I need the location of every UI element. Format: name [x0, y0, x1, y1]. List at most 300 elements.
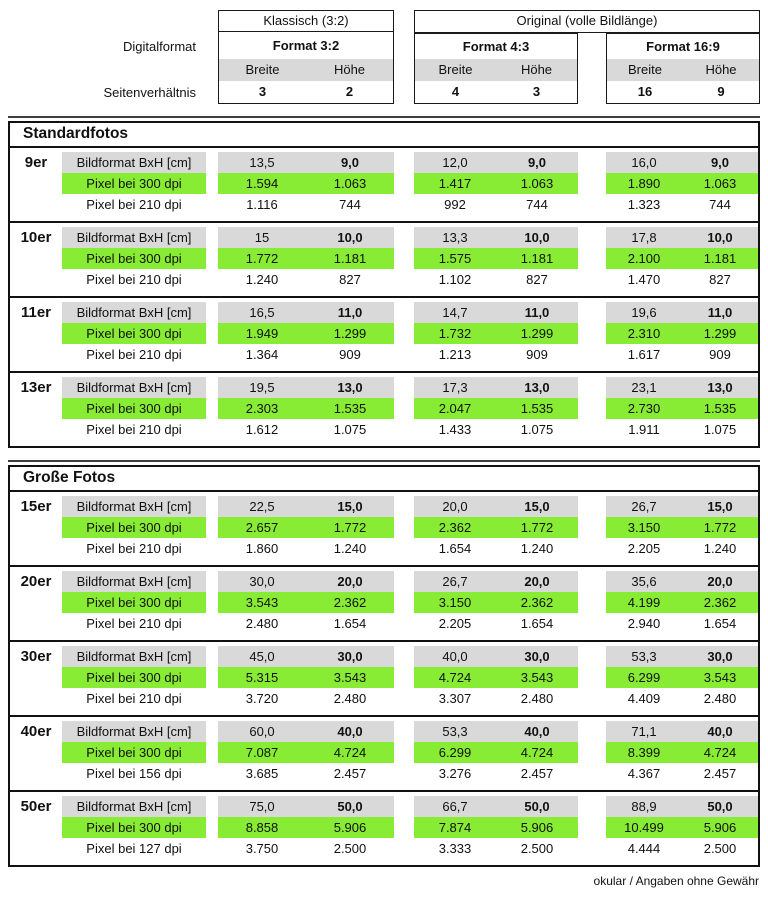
breite-value: 40,0: [442, 649, 468, 664]
row-label: Pixel bei 210 dpi: [86, 197, 182, 212]
hoehe-value: 15,0: [707, 499, 733, 514]
table-row: [62, 377, 758, 398]
size-group-rows: [62, 377, 758, 440]
breite-value: 14,7: [442, 305, 468, 320]
digitalformat-label: Digitalformat: [123, 38, 196, 54]
breite-value: 2.480: [245, 616, 279, 631]
hoehe-value: 50,0: [707, 799, 733, 814]
size-group: [10, 296, 758, 371]
values-format-16-9: [606, 763, 758, 784]
breite-value: 19,5: [249, 380, 275, 395]
breite-value: 3.543: [245, 595, 279, 610]
values-format-3-2: [218, 763, 394, 784]
hoehe-value: 30,0: [524, 649, 550, 664]
hoehe-value: 1.181: [703, 251, 737, 266]
original-title: Original (volle Bildlänge): [414, 10, 760, 33]
format-4-3-box: [414, 33, 578, 104]
hoehe-value: 9,0: [527, 155, 547, 170]
hoehe-value: 744: [339, 197, 361, 212]
hoehe-value: 9,0: [710, 155, 730, 170]
values-format-3-2: [218, 344, 394, 365]
size-label: 30er: [20, 648, 52, 665]
hoehe-value: 1.654: [520, 616, 554, 631]
hoehe-value: 13,0: [707, 380, 733, 395]
values-format-16-9: [606, 592, 758, 613]
spacer: [206, 721, 218, 742]
ratio-breite-value: 3: [258, 84, 267, 99]
table-row: [62, 538, 758, 559]
spacer: [206, 613, 218, 634]
breite-value: 30,0: [249, 574, 275, 589]
breite-value: 3.276: [438, 766, 472, 781]
breite-value: 3.150: [627, 520, 661, 535]
spacer: [206, 227, 218, 248]
values-format-16-9: [606, 742, 758, 763]
hoehe-value: 1.772: [703, 520, 737, 535]
breite-value: 1.860: [245, 541, 279, 556]
values-format-4-3: [414, 302, 578, 323]
values-format-3-2: [218, 302, 394, 323]
values-format-3-2: [218, 742, 394, 763]
values-format-3-2: [218, 817, 394, 838]
klassisch-format-box: [218, 10, 394, 104]
table-row: [62, 688, 758, 709]
hoehe-value: 3.543: [703, 670, 737, 685]
values-format-4-3: [414, 269, 578, 290]
spacer: [394, 796, 414, 817]
hoehe-value: 2.500: [333, 841, 367, 856]
values-format-4-3: [414, 742, 578, 763]
breite-value: 10.499: [624, 820, 664, 835]
spacer: [578, 817, 606, 838]
breite-value: 15: [254, 230, 270, 245]
spacer: [206, 538, 218, 559]
table-row: [62, 592, 758, 613]
breite-value: 3.685: [245, 766, 279, 781]
hoehe-value: 40,0: [337, 724, 363, 739]
hoehe-value: 30,0: [707, 649, 733, 664]
values-format-4-3: [414, 538, 578, 559]
row-label: Pixel bei 300 dpi: [62, 398, 206, 419]
values-format-16-9: [606, 838, 758, 859]
breite-value: 1.364: [245, 347, 279, 362]
row-label: Pixel bei 156 dpi: [86, 766, 182, 781]
row-label: Pixel bei 210 dpi: [86, 347, 182, 362]
row-label: Pixel bei 300 dpi: [62, 817, 206, 838]
spacer: [206, 688, 218, 709]
hoehe-label: Höhe: [705, 62, 737, 77]
hoehe-value: 909: [709, 347, 731, 362]
values-format-3-2: [218, 173, 394, 194]
values-format-16-9: [606, 173, 758, 194]
size-group-rows: [62, 571, 758, 634]
values-format-16-9: [606, 227, 758, 248]
hoehe-value: 9,0: [340, 155, 360, 170]
breite-value: 26,7: [631, 499, 657, 514]
size-label: 13er: [20, 379, 52, 396]
spacer: [394, 688, 414, 709]
hoehe-value: 1.299: [520, 326, 554, 341]
spacer: [578, 517, 606, 538]
breite-value: 5.315: [245, 670, 279, 685]
table-row: [62, 517, 758, 538]
values-format-3-2: [218, 398, 394, 419]
breite-value: 1.890: [627, 176, 661, 191]
hoehe-label: Höhe: [333, 62, 366, 77]
section-grosse-fotos: [8, 460, 760, 867]
spacer: [206, 419, 218, 440]
breite-value: 53,3: [631, 649, 657, 664]
format-16-9-title: Format 16:9: [646, 39, 720, 54]
hoehe-value: 4.724: [333, 745, 367, 760]
breite-value: 1.654: [438, 541, 472, 556]
spacer: [394, 496, 414, 517]
breite-value: 88,9: [631, 799, 657, 814]
values-format-4-3: [414, 377, 578, 398]
breite-value: 8.399: [627, 745, 661, 760]
breite-value: 3.150: [438, 595, 472, 610]
table-row: [62, 227, 758, 248]
size-label: 15er: [20, 498, 52, 515]
row-label: Pixel bei 300 dpi: [62, 667, 206, 688]
spacer: [394, 817, 414, 838]
breite-value: 1.470: [627, 272, 661, 287]
spacer: [206, 763, 218, 784]
hoehe-value: 1.535: [520, 401, 554, 416]
size-label: 20er: [20, 573, 52, 590]
breite-value: 1.575: [438, 251, 472, 266]
spacer: [578, 646, 606, 667]
spacer: [578, 323, 606, 344]
table-row: [62, 838, 758, 859]
section-standardfotos: [8, 116, 760, 448]
hoehe-value: 2.480: [333, 691, 367, 706]
breite-value: 1.772: [245, 251, 279, 266]
section-title: Standardfotos: [10, 123, 758, 148]
row-label: Bildformat BxH [cm]: [62, 152, 206, 173]
hoehe-value: 909: [526, 347, 548, 362]
breite-value: 2.047: [438, 401, 472, 416]
breite-value: 16,0: [631, 155, 657, 170]
hoehe-value: 10,0: [337, 230, 363, 245]
breite-value: 4.199: [627, 595, 661, 610]
row-label: Pixel bei 210 dpi: [86, 691, 182, 706]
row-label: Pixel bei 300 dpi: [62, 592, 206, 613]
row-label: Bildformat BxH [cm]: [62, 496, 206, 517]
spacer: [394, 398, 414, 419]
hoehe-value: 2.500: [520, 841, 554, 856]
breite-value: 3.307: [438, 691, 472, 706]
values-format-4-3: [414, 419, 578, 440]
row-label: Bildformat BxH [cm]: [62, 721, 206, 742]
table-row: [62, 646, 758, 667]
table-row: [62, 194, 758, 215]
spacer: [578, 377, 606, 398]
hoehe-value: 1.772: [520, 520, 554, 535]
size-group: [10, 221, 758, 296]
breite-value: 35,6: [631, 574, 657, 589]
size-group-rows: [62, 721, 758, 784]
size-group: [10, 565, 758, 640]
spacer: [578, 227, 606, 248]
values-format-3-2: [218, 194, 394, 215]
row-label: Pixel bei 300 dpi: [62, 248, 206, 269]
breite-value: 3.720: [245, 691, 279, 706]
values-format-16-9: [606, 323, 758, 344]
spacer: [394, 194, 414, 215]
spacer: [578, 302, 606, 323]
breite-value: 71,1: [631, 724, 657, 739]
hoehe-value: 1.181: [520, 251, 554, 266]
breite-label: Breite: [245, 62, 280, 77]
spacer: [206, 496, 218, 517]
values-format-4-3: [414, 323, 578, 344]
spacer: [206, 796, 218, 817]
hoehe-value: 3.543: [520, 670, 554, 685]
table-row: [62, 344, 758, 365]
ratio-breite-value: 4: [451, 84, 460, 99]
hoehe-value: 2.362: [520, 595, 554, 610]
hoehe-value: 1.772: [333, 520, 367, 535]
size-group: [10, 492, 758, 565]
size-group: [10, 715, 758, 790]
ratio-hoehe-value: 3: [532, 84, 541, 99]
breite-value: 75,0: [249, 799, 275, 814]
hoehe-value: 1.075: [333, 422, 367, 437]
breite-value: 1.617: [627, 347, 661, 362]
table-row: [62, 323, 758, 344]
format-16-9-box: [606, 33, 760, 104]
hoehe-value: 1.654: [333, 616, 367, 631]
breite-value: 1.323: [627, 197, 661, 212]
hoehe-value: 1.075: [703, 422, 737, 437]
breite-hoehe-row: [607, 59, 759, 81]
breite-value: 992: [444, 197, 466, 212]
hoehe-value: 827: [526, 272, 548, 287]
table-row: [62, 721, 758, 742]
values-format-4-3: [414, 152, 578, 173]
spacer: [394, 377, 414, 398]
size-label: 50er: [20, 798, 52, 815]
hoehe-value: 40,0: [524, 724, 550, 739]
values-format-3-2: [218, 538, 394, 559]
hoehe-value: 1.075: [520, 422, 554, 437]
values-format-16-9: [606, 538, 758, 559]
size-group: [10, 640, 758, 715]
row-label: Pixel bei 300 dpi: [62, 323, 206, 344]
spacer: [206, 173, 218, 194]
klassisch-title: Klassisch (3:2): [219, 11, 393, 32]
size-group-rows: [62, 152, 758, 215]
hoehe-value: 827: [339, 272, 361, 287]
values-format-4-3: [414, 173, 578, 194]
values-format-4-3: [414, 817, 578, 838]
table-row: [62, 398, 758, 419]
seitenverhaeltnis-label: Seitenverhältnis: [103, 85, 196, 100]
spacer: [578, 248, 606, 269]
size-group-rows: [62, 646, 758, 709]
spacer: [394, 613, 414, 634]
values-format-3-2: [218, 613, 394, 634]
hoehe-value: 909: [339, 347, 361, 362]
size-group: [10, 148, 758, 221]
ratio-hoehe-value: 9: [717, 84, 725, 99]
spacer: [578, 419, 606, 440]
values-format-4-3: [414, 248, 578, 269]
values-format-3-2: [218, 571, 394, 592]
values-format-16-9: [606, 344, 758, 365]
breite-value: 1.594: [245, 176, 279, 191]
breite-value: 16,5: [249, 305, 275, 320]
values-format-4-3: [414, 688, 578, 709]
breite-value: 3.750: [245, 841, 279, 856]
row-label: Pixel bei 300 dpi: [62, 173, 206, 194]
row-label: Bildformat BxH [cm]: [62, 302, 206, 323]
spacer: [206, 302, 218, 323]
table-row: [62, 667, 758, 688]
breite-value: 60,0: [249, 724, 275, 739]
standardfotos-box: [8, 121, 760, 448]
breite-value: 2.940: [627, 616, 661, 631]
spacer: [578, 269, 606, 290]
grosse-fotos-box: [8, 465, 760, 867]
hoehe-value: 4.724: [520, 745, 554, 760]
values-format-3-2: [218, 646, 394, 667]
table-row: [62, 613, 758, 634]
spacer: [394, 538, 414, 559]
breite-hoehe-row: [415, 59, 577, 81]
values-format-4-3: [414, 571, 578, 592]
values-format-16-9: [606, 517, 758, 538]
footer-note: okular / Angaben ohne Gewähr: [593, 874, 759, 888]
spacer: [578, 592, 606, 613]
values-format-16-9: [606, 496, 758, 517]
breite-value: 1.612: [245, 422, 279, 437]
hoehe-value: 10,0: [524, 230, 550, 245]
values-format-4-3: [414, 517, 578, 538]
size-label: 9er: [24, 154, 48, 171]
hoehe-value: 2.362: [333, 595, 367, 610]
size-group-rows: [62, 227, 758, 290]
size-group-rows: [62, 796, 758, 859]
hoehe-value: 2.457: [703, 766, 737, 781]
spacer: [578, 571, 606, 592]
values-format-4-3: [414, 227, 578, 248]
hoehe-value: 2.457: [520, 766, 554, 781]
hoehe-value: 30,0: [337, 649, 363, 664]
values-format-4-3: [414, 398, 578, 419]
spacer: [206, 517, 218, 538]
spacer: [394, 344, 414, 365]
hoehe-value: 1.535: [703, 401, 737, 416]
section-divider-rule: [8, 460, 760, 462]
table-row: [62, 419, 758, 440]
spacer: [578, 667, 606, 688]
row-label: Bildformat BxH [cm]: [62, 377, 206, 398]
spacer: [394, 323, 414, 344]
spacer: [394, 646, 414, 667]
spacer: [394, 302, 414, 323]
breite-value: 19,6: [631, 305, 657, 320]
breite-value: 6.299: [438, 745, 472, 760]
hoehe-value: 1.535: [333, 401, 367, 416]
values-format-16-9: [606, 398, 758, 419]
hoehe-value: 2.480: [703, 691, 737, 706]
breite-value: 1.116: [246, 197, 278, 212]
spacer: [578, 496, 606, 517]
values-format-4-3: [414, 496, 578, 517]
size-group-rows: [62, 496, 758, 559]
hoehe-value: 3.543: [333, 670, 367, 685]
breite-value: 8.858: [245, 820, 279, 835]
row-label: Pixel bei 127 dpi: [86, 841, 182, 856]
breite-value: 1.417: [438, 176, 472, 191]
breite-value: 1.213: [438, 347, 472, 362]
hoehe-value: 5.906: [333, 820, 367, 835]
spacer: [578, 721, 606, 742]
values-format-16-9: [606, 613, 758, 634]
spacer: [206, 194, 218, 215]
spacer: [394, 227, 414, 248]
breite-value: 1.240: [245, 272, 279, 287]
breite-value: 6.299: [627, 670, 661, 685]
spacer: [394, 517, 414, 538]
hoehe-value: 5.906: [703, 820, 737, 835]
row-label: Bildformat BxH [cm]: [62, 646, 206, 667]
spacer: [578, 538, 606, 559]
hoehe-value: 20,0: [707, 574, 733, 589]
table-row: [62, 742, 758, 763]
spacer: [394, 592, 414, 613]
values-format-3-2: [218, 227, 394, 248]
spacer: [206, 838, 218, 859]
breite-value: 2.205: [627, 541, 661, 556]
hoehe-value: 20,0: [337, 574, 363, 589]
values-format-3-2: [218, 592, 394, 613]
breite-value: 3.333: [438, 841, 472, 856]
spacer: [394, 721, 414, 742]
row-label: Pixel bei 210 dpi: [86, 272, 182, 287]
hoehe-value: 1.240: [520, 541, 554, 556]
values-format-16-9: [606, 646, 758, 667]
values-format-16-9: [606, 796, 758, 817]
spacer: [578, 194, 606, 215]
table-row: [62, 817, 758, 838]
hoehe-value: 2.457: [333, 766, 367, 781]
hoehe-value: 13,0: [524, 380, 550, 395]
breite-value: 4.444: [627, 841, 661, 856]
hoehe-value: 50,0: [524, 799, 550, 814]
values-format-3-2: [218, 721, 394, 742]
hoehe-value: 5.906: [520, 820, 554, 835]
grosse-fotos-groups: [10, 492, 758, 865]
hoehe-value: 1.240: [703, 541, 737, 556]
values-format-3-2: [218, 517, 394, 538]
hoehe-value: 2.500: [703, 841, 737, 856]
spacer: [394, 838, 414, 859]
breite-value: 13,5: [249, 155, 275, 170]
size-label: 40er: [20, 723, 52, 740]
hoehe-value: 1.181: [333, 251, 367, 266]
ratio-row: [607, 81, 759, 103]
row-label: Pixel bei 210 dpi: [86, 616, 182, 631]
spacer: [578, 344, 606, 365]
spacer: [206, 344, 218, 365]
spacer: [206, 152, 218, 173]
values-format-16-9: [606, 194, 758, 215]
spacer: [394, 571, 414, 592]
standardfotos-groups: [10, 148, 758, 446]
